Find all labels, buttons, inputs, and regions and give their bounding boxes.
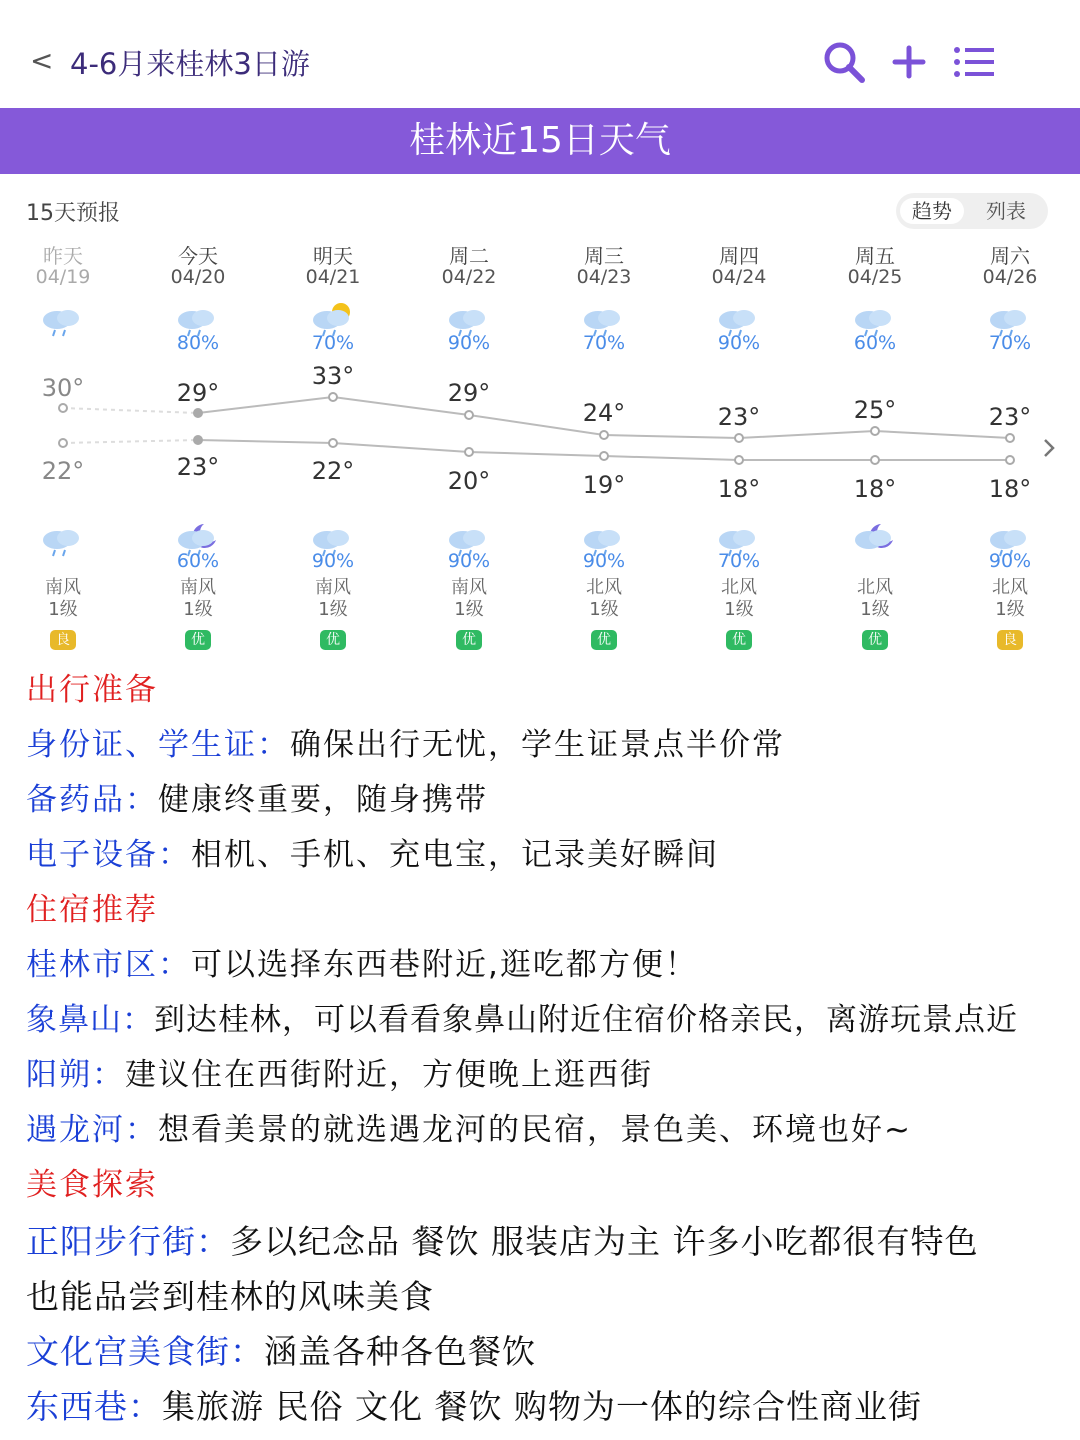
day-name: 周四 [719,244,759,268]
high-temp-label: 23° [717,403,761,431]
low-temp-label: 18° [853,475,897,503]
night-precip: 90% [582,550,626,572]
day-date: 04/25 [847,266,903,288]
list-tab[interactable]: 列表 [986,199,1026,223]
night-precip: 60% [176,550,220,572]
page-title: 4-6月来桂林3日游 [70,47,310,81]
wind-direction: 南风 [315,577,351,598]
day-name: 周五 [855,244,895,268]
high-temp-label: 30° [41,374,85,402]
high-temp-label: 29° [176,379,220,407]
wind-level: 1级 [454,599,484,620]
wind-level: 1级 [995,599,1025,620]
high-temp-label: 23° [988,403,1032,431]
high-temp-line-yesterday [63,408,198,413]
high-temp-label: 29° [447,379,491,407]
air-quality-badge: 良 [50,630,76,650]
air-quality-badge: 优 [726,630,752,650]
low-point [600,452,608,460]
wind-level: 1级 [589,599,619,620]
day-column[interactable] [278,240,388,290]
guide-line: 遇龙河：想看美景的就选遇龙河的民宿，景色美、环境也好~ [26,1112,912,1148]
back-button[interactable]: < [30,44,54,77]
low-point [329,439,337,447]
day-column[interactable] [143,240,253,290]
night-cloud-icon [847,520,903,560]
wind-level: 1级 [724,599,754,620]
night-precip: 90% [311,550,355,572]
plus-icon[interactable] [885,38,933,86]
day-column[interactable] [684,240,794,290]
day-precip: 90% [447,332,491,354]
rain-cloud-icon [35,300,91,340]
air-quality-badge: 优 [320,630,346,650]
weather-banner: 桂林近15日天气 [0,108,1080,174]
low-point [1006,456,1014,464]
low-temp-label: 20° [447,467,491,495]
menu-icon[interactable] [950,38,998,86]
day-date: 04/21 [305,266,361,288]
low-temp-label: 18° [988,475,1032,503]
day-name: 周六 [990,244,1030,268]
section-heading-lodging: 住宿推荐 [26,892,158,928]
day-date: 04/19 [35,266,91,288]
high-temp-label: 24° [582,399,626,427]
guide-line: 电子设备：相机、手机、充电宝，记录美好瞬间 [26,837,719,873]
day-precip: 90% [717,332,761,354]
wind-direction: 北风 [992,577,1028,598]
wind-direction: 南风 [180,577,216,598]
top-bar [0,0,1080,108]
high-point [465,411,473,419]
day-name: 周三 [584,244,624,268]
wind-level: 1级 [860,599,890,620]
day-precip: 70% [988,332,1032,354]
guide-line: 正阳步行街：多以纪念品 餐饮 服装店为主 许多小吃都很有特色 [26,1222,979,1261]
low-temp-label: 22° [41,457,85,485]
scroll-right-icon [1045,440,1053,456]
day-precip: 60% [853,332,897,354]
low-temp-label: 18° [717,475,761,503]
high-point [329,393,337,401]
search-icon[interactable] [820,38,868,86]
wind-info [955,577,1065,621]
day-column[interactable] [549,240,659,290]
low-temp-line-yesterday [63,440,198,443]
day-precip: 80% [176,332,220,354]
guide-line-continued: 也能品尝到桂林的风味美食 [26,1277,434,1316]
section-heading-food: 美食探索 [26,1167,158,1203]
low-point [871,456,879,464]
day-date: 04/22 [441,266,497,288]
low-temp-label: 23° [176,453,220,481]
wind-direction: 北风 [721,577,757,598]
day-date: 04/26 [982,266,1038,288]
wind-direction: 南风 [45,577,81,598]
night-precip: 70% [717,550,761,572]
guide-line: 东西巷：集旅游 民俗 文化 餐饮 购物为一体的综合性商业街 [26,1387,922,1426]
day-column[interactable] [820,240,930,290]
high-point [600,431,608,439]
air-quality-badge: 优 [591,630,617,650]
high-point [735,434,743,442]
high-temp-label: 33° [311,362,355,390]
air-quality-badge: 优 [456,630,482,650]
guide-line: 桂林市区：可以选择东西巷附近,逛吃都方便！ [26,947,698,983]
high-point [1006,434,1014,442]
wind-direction: 北风 [586,577,622,598]
view-toggle[interactable] [896,193,1048,229]
day-date: 04/20 [170,266,226,288]
night-precip: 90% [988,550,1032,572]
low-temp-label: 19° [582,471,626,499]
day-name: 今天 [178,244,218,268]
wind-info [820,577,930,621]
wind-info [278,577,388,621]
guide-line: 象鼻山：到达桂林，可以看看象鼻山附近住宿价格亲民，离游玩景点近 [26,1002,1018,1038]
low-point [59,439,67,447]
low-temp-label: 22° [311,457,355,485]
wind-direction: 北风 [857,577,893,598]
guide-line: 备药品：健康终重要，随身携带 [26,782,488,818]
guide-line: 文化宫美食街：涵盖各种各色餐饮 [26,1332,536,1371]
guide-line: 阳朔：建议住在西街附近，方便晚上逛西街 [26,1057,653,1093]
day-date: 04/23 [576,266,632,288]
day-date: 04/24 [711,266,767,288]
wind-level: 1级 [48,599,78,620]
day-name: 周二 [449,244,489,268]
wind-info [684,577,794,621]
rain-cloud-icon [35,520,91,560]
day-precip: 70% [582,332,626,354]
day-column[interactable] [955,240,1065,290]
wind-info [414,577,524,621]
temperature-trend-chart [0,360,1080,520]
low-point [465,448,473,456]
low-point [735,456,743,464]
low-point [194,436,202,444]
day-column[interactable] [8,240,118,290]
guide-line: 身份证、学生证：确保出行无忧，学生证景点半价常 [26,727,785,763]
wind-level: 1级 [318,599,348,620]
wind-info [8,577,118,621]
air-quality-badge: 良 [997,630,1023,650]
high-point [871,427,879,435]
high-point [59,404,67,412]
air-quality-badge: 优 [185,630,211,650]
night-precip: 90% [447,550,491,572]
forecast-label: 15天预报 [26,201,120,226]
day-column[interactable] [414,240,524,290]
section-heading-travel: 出行准备 [26,672,158,708]
wind-info [549,577,659,621]
day-precip: 70% [311,332,355,354]
day-name: 明天 [313,244,353,268]
air-quality-badge: 优 [862,630,888,650]
wind-info [143,577,253,621]
wind-direction: 南风 [451,577,487,598]
trend-tab[interactable]: 趋势 [900,198,964,224]
day-name: 昨天 [43,244,83,268]
high-temp-label: 25° [853,396,897,424]
high-point [194,409,202,417]
wind-level: 1级 [183,599,213,620]
